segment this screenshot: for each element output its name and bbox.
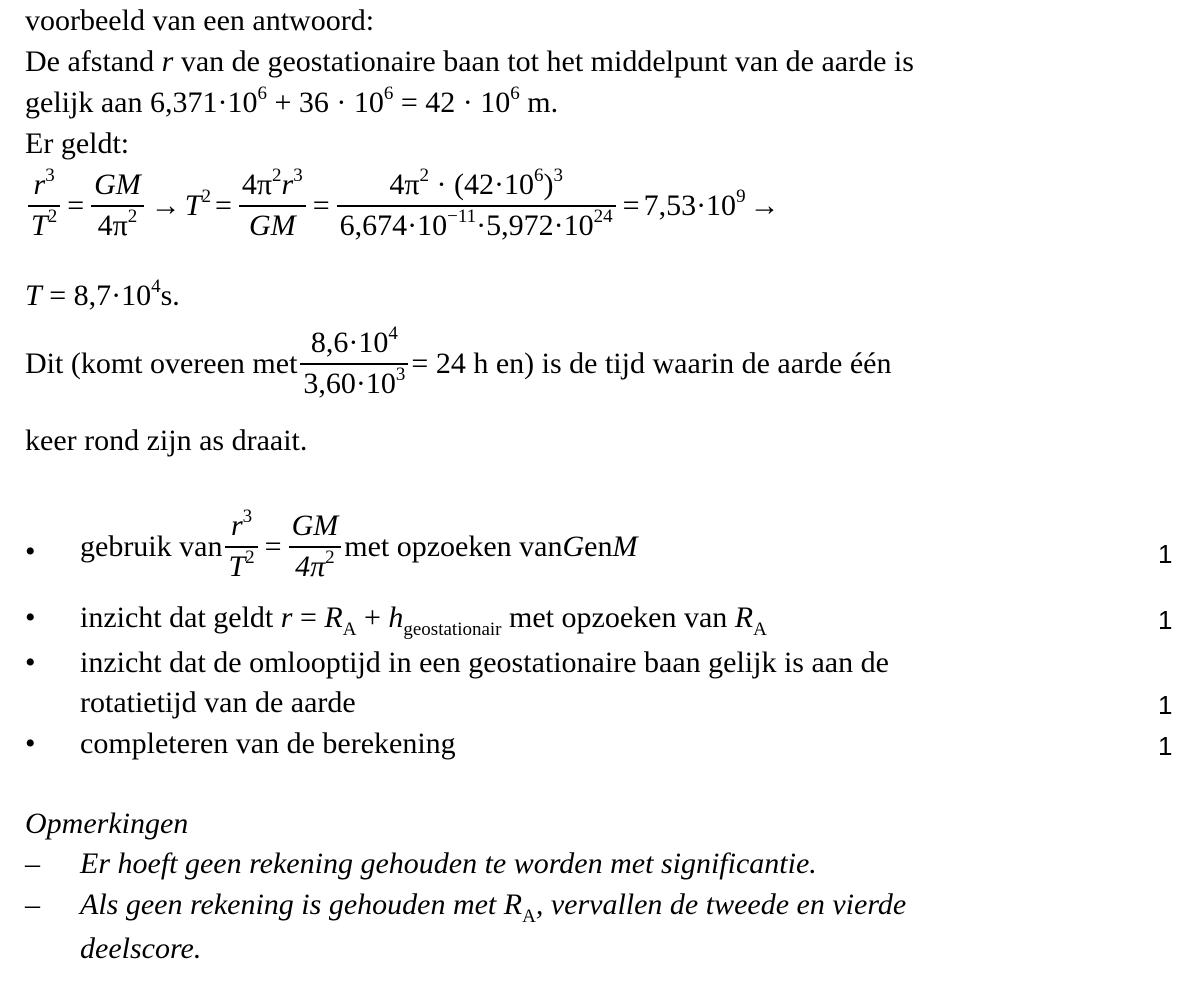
fraction-r3-over-t2-item: $\frac{r^3}{T^2}$ [225,509,257,584]
score-item-2: 1 [1158,605,1173,635]
intro-line-3: gelijk aan $6,371\cdot 10^6 + 36 \cdot 10^6 = 42 \cdot 10^6$ m. [25,83,559,119]
scoring-item-3-line-2: rotatietijd van de aarde [80,686,356,719]
scoring-item-2: inzicht dat geldt $r = R_A + h_{geostationair}$ met opzoeken van $R_A$ [80,601,767,640]
bullet-2: • [25,601,36,634]
intro-line-4: Er geldt: [25,127,130,160]
remark-dash-2: – [25,888,40,921]
bullet-1: • [25,535,36,568]
fraction-4pi2r3-over-gm: $\frac{4\pi^2r^3}{GM}$ [239,168,306,243]
intro-line-2: De afstand r van de geostationaire baan tot het middelpunt van de aarde is [25,45,914,78]
score-item-4: 1 [1158,731,1173,761]
main-equation: $\frac{r^3}{T^2}$ = $\frac{GM}{4\pi^2}$ → $T^2$ = $\frac{4\pi^2r^3}{GM}$ = $\frac{4\pi^2 \cdot (42\cdot 10^6)^3}{6,674\cdot 10^{-11}\cdot 5,972\cdot 10^{24}}$ = $7,53\cdot 10^9$ → [25,168,784,243]
score-item-1: 1 [1158,539,1173,569]
scoring-item-4: completeren van de berekening [80,727,456,760]
scoring-item-3-line-1: inzicht dat de omlooptijd in een geostationaire baan gelijk is aan de [80,646,889,679]
scoring-item-1: gebruik van $\frac{r^3}{T^2}$ = $\frac{GM}{4\pi^2}$ met opzoeken van G en M [80,506,638,583]
dit-line: Dit (komt overeen met $\frac{8,6\cdot 10^4}{3,60\cdot 10^3}$ = 24 h en) is de tijd waarin de aarde één [25,323,892,400]
bullet-3: • [25,646,36,679]
score-item-3: 1 [1158,690,1173,720]
remark-2-continued: deelscore. [80,932,202,965]
fraction-r3-over-t2: $\frac{r^3}{T^2}$ [28,168,60,243]
dit-line-continued: keer rond zijn as draait. [25,424,308,457]
fraction-gm-over-4pi2: $\frac{GM}{4\pi^2}$ [91,168,144,243]
fraction-numeric: $\frac{4\pi^2 \cdot (42\cdot 10^6)^3}{6,674\cdot 10^{-11}\cdot 5,972\cdot 10^{24}}$ [337,168,616,243]
remark-2: Als geen rekening is gehouden met $R_A$, vervallen de tweede en vierde [80,888,907,927]
bullet-4: • [25,727,36,760]
remark-1: Er hoeft geen rekening gehouden te worden met significantie. [80,847,817,880]
fraction-gm-over-4pi2-item: $\frac{GM}{4\pi^2}$ [289,509,342,584]
remark-dash-1: – [25,847,40,880]
intro-line-1: voorbeeld van een antwoord: [25,4,375,37]
remarks-title: Opmerkingen [25,807,189,840]
result-line: $T = 8,7\cdot 10^4s$. [25,276,180,312]
fraction-seconds-to-hours: $\frac{8,6\cdot 10^4}{3,60\cdot 10^3}$ [300,326,408,401]
